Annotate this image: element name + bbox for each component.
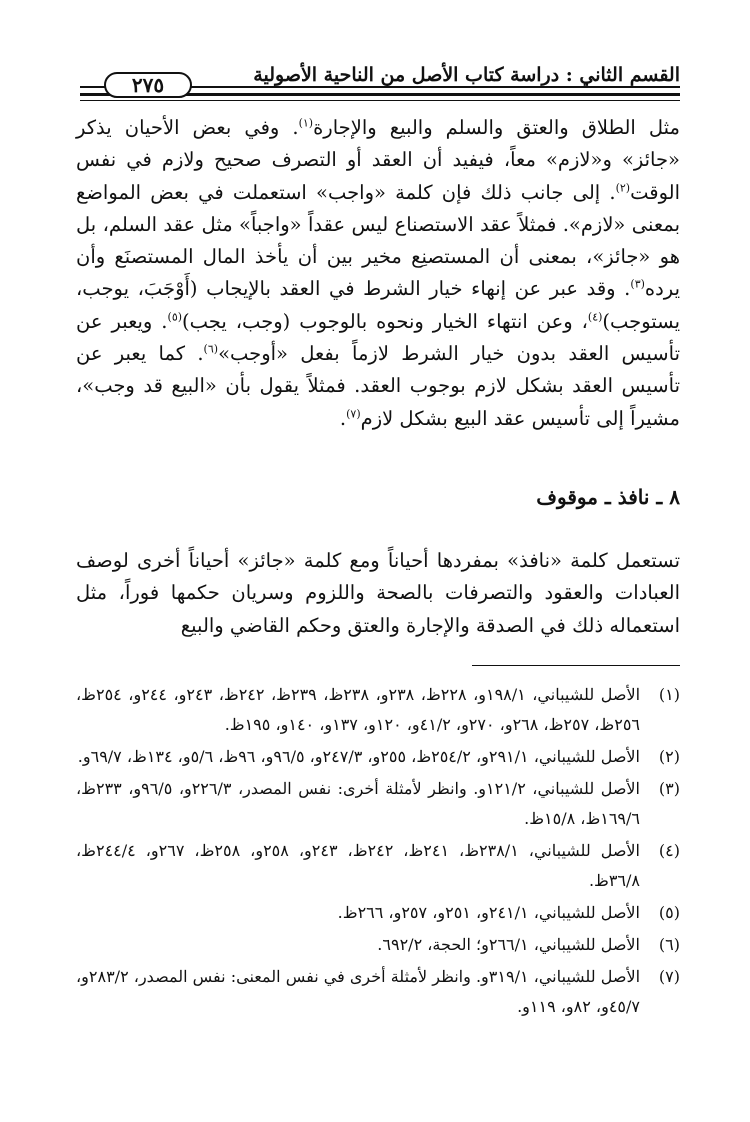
footnote-item (76, 836, 680, 896)
paragraph-text: . (339, 406, 347, 430)
paragraph-text: ، وعن انتهاء الخيار ونحوه بالوجوب (وجب، يجب) (182, 309, 588, 333)
main-paragraph (76, 112, 680, 435)
header-title: القسم الثاني : دراسة كتاب الأصل من الناحية الأصولية (253, 64, 680, 86)
footnote-number: (٣) (658, 779, 680, 798)
footnote-text: الأصل للشيباني، ٢٤١/١و، ٢٥١و، ٢٥٧و، ٢٦٦ظ. (337, 903, 640, 922)
footnote-marker[interactable]: (٦) (203, 342, 219, 356)
paragraph-text: . ويعبر عن تأسيس العقد بدون خيار الشرط لازماً بفعل «أوجب» (76, 309, 680, 366)
footnote-marker[interactable]: (٧) (346, 407, 361, 421)
footnote-item (76, 742, 680, 772)
footnote-number: (٦) (658, 935, 680, 954)
section-paragraph: تستعمل كلمة «نافذ» بمفردها أحياناً ومع كلمة «جائز» أحياناً أخرى لوصف العبادات والعقود والتصرفات بالصحة واللزوم وسريان حكمها فوراً، مثل استعماله ذلك في الصدقة والإجارة والعتق وحكم القاضي والبيع (76, 549, 680, 637)
footnote-text: الأصل للشيباني، ٢٣٨/١ظ، ٢٤١ظ، ٢٤٢ظ، ٢٤٣و، ٢٥٨و، ٢٥٨ظ، ٢٦٧و، ٢٤٤/٤ظ، ٣٦/٨ظ. (76, 841, 640, 890)
footnote-item (76, 774, 680, 834)
footnote-number: (١) (658, 685, 680, 704)
paragraph-text: . كما يعبر عن تأسيس العقد بشكل لازم بوجوب العقد. فمثلاً يقول بأن «البيع قد وجب»، مشيراً إلى تأسيس عقد البيع بشكل لازم (76, 342, 680, 430)
footnote-item (76, 898, 680, 928)
footnote-text: الأصل للشيباني، ١٢١/٢و. وانظر لأمثلة أخرى: نفس المصدر، ٢٢٦/٣و، ٩٦/٥و، ٢٣٣ظ، ١٦٩/٦ظ، ١٥/٨ظ. (76, 779, 640, 828)
footnote-number: (٤) (658, 841, 680, 860)
header-rule (80, 100, 680, 101)
running-header (80, 60, 680, 100)
footnote-text: الأصل للشيباني، ١٩٨/١و، ٢٢٨ظ، ٢٣٨و، ٢٣٨ظ، ٢٣٩ظ، ٢٤٢ظ، ٢٤٣و، ٢٤٤و، ٢٥٤ظ، ٢٥٦ظ، ٢٥٧ظ، ٢٦٨و، ٢٧٠و، ٤١/٢و، ١٢٠و، ١٣٧و، ١٤٠و، ١٩٥ظ. (76, 685, 641, 734)
footnote-text: الأصل للشيباني، ٢٩١/١و، ٢٥٤/٢ظ، ٢٥٥و، ٢٤٧/٣و، ٩٦/٥و، ٩٦ظ، ٥/٦و، ١٣٤ظ، ٦٩/٧و. (77, 747, 640, 766)
footnotes (76, 680, 680, 1024)
footnote-marker[interactable]: (٥) (167, 310, 183, 324)
footnote-number: (٢) (658, 747, 680, 766)
paragraph-text: . وقد عبر عن إنهاء خيار الشرط في العقد بالإيجاب (أَوْجَبَ، يوجب، يستوجب) (76, 277, 680, 333)
footnote-marker[interactable]: (٣) (630, 277, 645, 291)
footnote-marker[interactable]: (٤) (587, 310, 603, 324)
footnote-number: (٥) (658, 903, 680, 922)
page-number: ٢٧٥ (104, 72, 192, 98)
paragraph-text: . وفي بعض الأحيان يذكر «جائز» و«لازم» معاً، فيفيد أن العقد أو التصرف صحيح ولازم في نفس الوقت (76, 116, 680, 204)
footnote-text: الأصل للشيباني، ٢٦٦/١و؛ الحجة، ٦٩٢/٢. (377, 935, 640, 954)
footnote-text: الأصل للشيباني، ٣١٩/١و. وانظر لأمثلة أخرى في نفس المعنى: نفس المصدر، ٢٨٣/٢و، ٤٥/٧و، ٨٢و، ١١٩و. (76, 967, 641, 1016)
footnote-item (76, 962, 680, 1022)
footnote-marker[interactable]: (١) (298, 116, 314, 130)
footnote-item (76, 680, 680, 740)
section-heading: ٨ ـ نافذ ـ موقوف (536, 485, 680, 509)
footnote-marker[interactable]: (٢) (615, 181, 631, 195)
footnote-separator (472, 665, 680, 666)
footnote-item (76, 930, 680, 960)
footnote-number: (٧) (658, 967, 680, 986)
paragraph-text: مثل الطلاق والعتق والسلم والبيع والإجارة (313, 116, 680, 139)
paragraph-text: . إلى جانب ذلك فإن كلمة «واجب» استعملت في بعض المواضع بمعنى «لازم». فمثلاً عقد الاستصناع ليس عقداً «واجباً» مثل عقد السلم، بل هو «جائز»، بمعنى أن المستصنِع مخير بين أن يأخذ المال المستصنَع وأن يرده (76, 180, 680, 301)
